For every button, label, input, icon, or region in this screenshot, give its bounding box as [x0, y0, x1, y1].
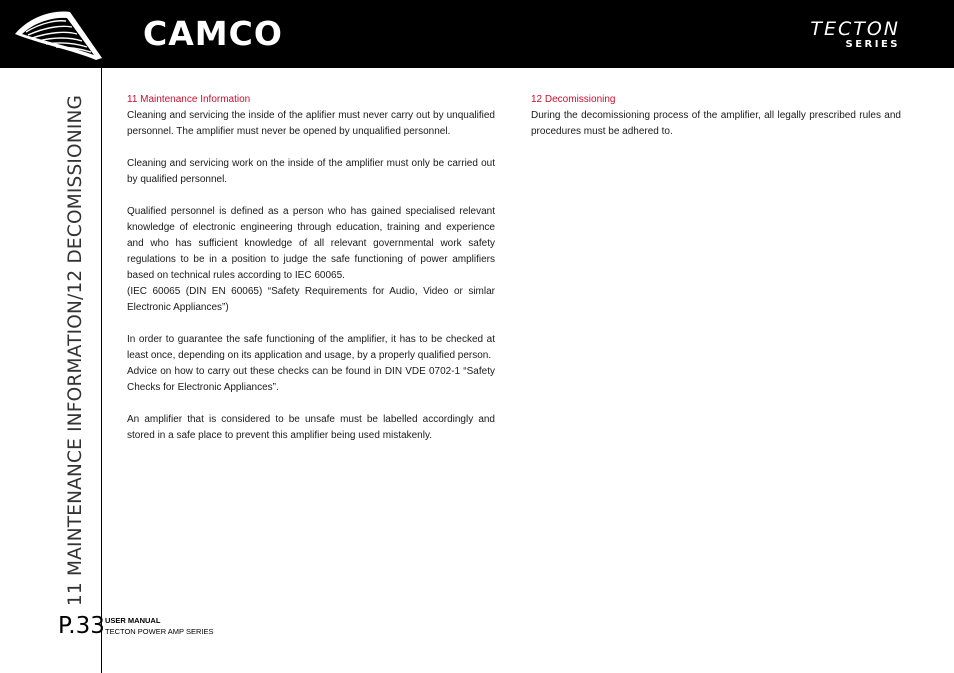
section-11-paragraph-3b: (IEC 60065 (DIN EN 60065) “Safety Requirements for Audio, Video or simlar Electronic Appliances”) — [127, 286, 495, 313]
footer-line-2: TECTON POWER AMP SERIES — [105, 627, 214, 636]
section-11-heading: 11 Maintenance Information — [127, 94, 251, 105]
brand-logo: CAMCO — [143, 14, 283, 53]
section-11 — [127, 92, 495, 444]
page-number: P.33 — [58, 613, 105, 639]
section-11-paragraph-1: Cleaning and servicing the inside of the aplifier must never carry out by unqualified personnel. The amplifier must never be opened by unqualified personnel. — [127, 110, 495, 137]
camco-emblem-icon — [12, 10, 104, 62]
series-sub: SERIES — [845, 39, 900, 50]
section-12-heading: 12 Decomissioning — [531, 94, 616, 105]
section-11-paragraph-4b: Advice on how to carry out these checks can be found in DIN VDE 0702-1 “Safety Checks for Electronic Appliances”. — [127, 366, 495, 393]
section-11-paragraph-5: An amplifier that is considered to be unsafe must be labelled accordingly and stored in a safe place to prevent this amplifier being used mistakenly. — [127, 414, 495, 441]
sidebar-divider — [101, 68, 102, 673]
section-12 — [531, 92, 901, 140]
sidebar-title: 11 MAINTENANCE INFORMATION/12 DECOMISSIONING — [65, 94, 86, 606]
section-11-paragraph-3 — [127, 204, 495, 284]
footer-line-1: USER MANUAL — [105, 616, 161, 625]
series-name: TECTON — [810, 18, 900, 40]
series-logo — [810, 19, 900, 51]
section-12-paragraph-1: During the decomissioning process of the amplifier, all legally prescribed rules and procedures must be adhered to. — [531, 110, 901, 137]
section-11-paragraph-3a: Qualified personnel is defined as a person who has gained specialised relevant knowledge of electronic engineering through education, training and experience and who has sufficient knowledge of all relevant governmental work safety regulations to be in a position to judge the safe functioning of power amplifiers based on technical rules according to IEC 60065. — [127, 206, 495, 281]
footer-manual — [105, 615, 214, 637]
page-header — [0, 0, 954, 68]
section-11-paragraph-2: Cleaning and servicing work on the inside of the amplifier must only be carried out by qualified personnel. — [127, 158, 495, 185]
section-11-paragraph-4: In order to guarantee the safe functioning of the amplifier, it has to be checked at least once, depending on its application and usage, by a properly qualified person. — [127, 334, 495, 361]
